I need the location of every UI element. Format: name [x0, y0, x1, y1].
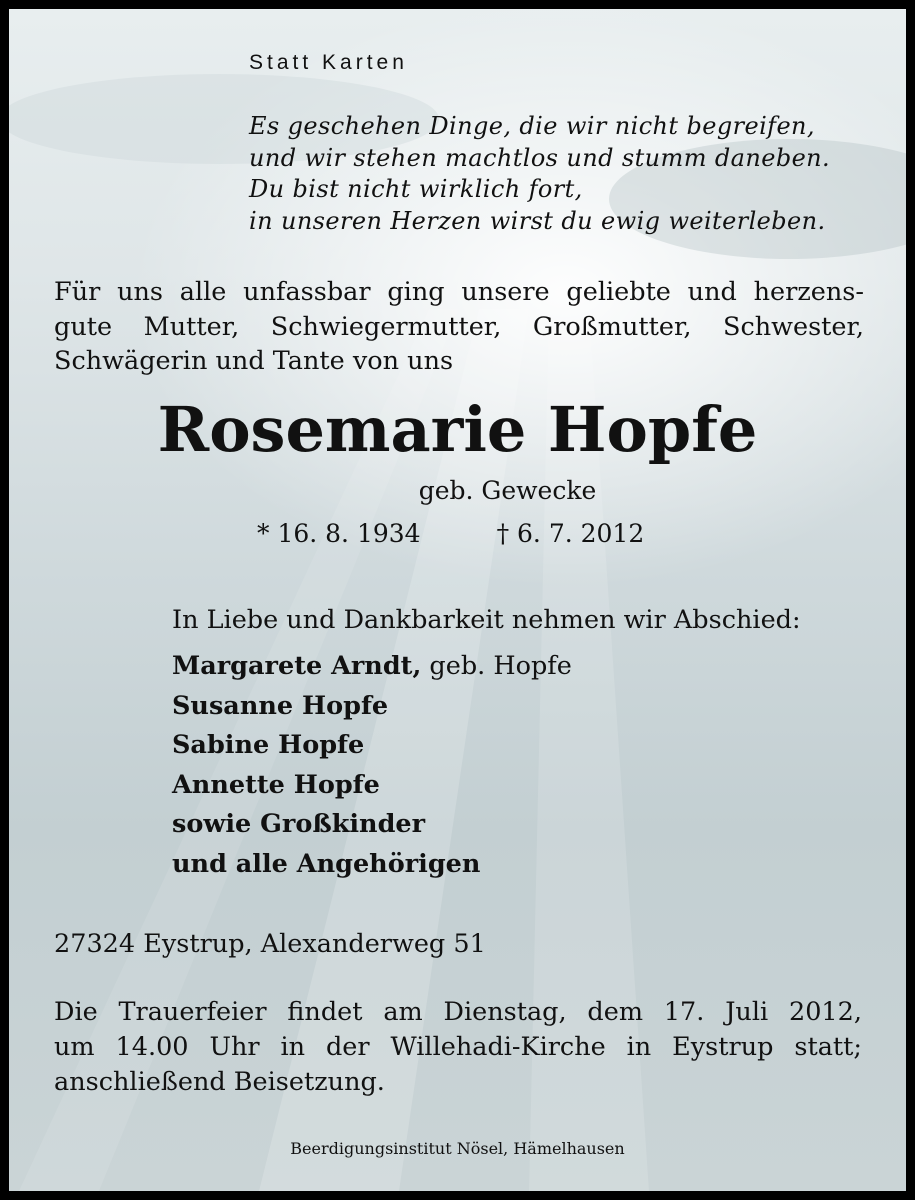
mourner-name: sowie Großkinder	[172, 809, 426, 839]
mourner-name: Annette Hopfe	[172, 769, 380, 800]
mourner-name: Margarete Arndt,	[172, 651, 422, 681]
deceased-name: Rosemarie Hopfe	[157, 393, 758, 466]
intro-paragraph	[54, 275, 864, 379]
poem	[249, 111, 830, 237]
funeral-home-footer: Beerdigungsinstitut Nösel, Hämelhausen	[290, 1139, 625, 1158]
mourner	[172, 687, 572, 727]
mourner-name: Susanne Hopfe	[172, 690, 389, 721]
statt-karten-heading: Statt Karten	[249, 51, 408, 74]
death-date: † 6. 7. 2012	[496, 519, 645, 548]
intro-line: Für uns alle unfassbar ging unsere geliebte und herzens-	[54, 277, 864, 307]
mourner	[172, 647, 572, 687]
poem-line: in unseren Herzen wirst du ewig weiterleben.	[249, 206, 826, 235]
life-dates	[257, 519, 644, 548]
intro-line: gute Mutter, Schwiegermutter, Großmutter, Schwester,	[54, 311, 864, 342]
obituary-notice	[9, 9, 906, 1191]
mourner	[172, 766, 572, 806]
mourner	[172, 845, 572, 885]
farewell-text: In Liebe und Dankbarkeit nehmen wir Abschied:	[172, 605, 801, 635]
ceremony-line: um 14.00 Uhr in der Willehadi-Kirche in Eystrup statt;	[54, 1032, 862, 1062]
intro-line: Schwägerin und Tante von uns	[54, 346, 454, 376]
poem-line: Es geschehen Dinge, die wir nicht begreifen,	[249, 112, 815, 140]
poem-line: Du bist nicht wirklich fort,	[249, 175, 583, 203]
mourner-suffix: geb. Hopfe	[421, 651, 572, 681]
mourners-list	[172, 647, 572, 884]
ceremony-line: Die Trauerfeier findet am Dienstag, dem 17. Juli 2012,	[54, 997, 862, 1027]
poem-line: und wir stehen machtlos und stumm daneben.	[249, 143, 831, 172]
birth-date: * 16. 8. 1934	[257, 519, 421, 548]
ceremony-line: anschließend Beisetzung.	[54, 1067, 385, 1097]
address: 27324 Eystrup, Alexanderweg 51	[54, 929, 486, 959]
mourner	[172, 726, 572, 766]
mourner-name: Sabine Hopfe	[172, 730, 365, 760]
maiden-name: geb. Gewecke	[418, 476, 597, 505]
mourner	[172, 805, 572, 845]
mourner-name: und alle Angehörigen	[172, 848, 481, 879]
ceremony-paragraph	[54, 995, 862, 1100]
